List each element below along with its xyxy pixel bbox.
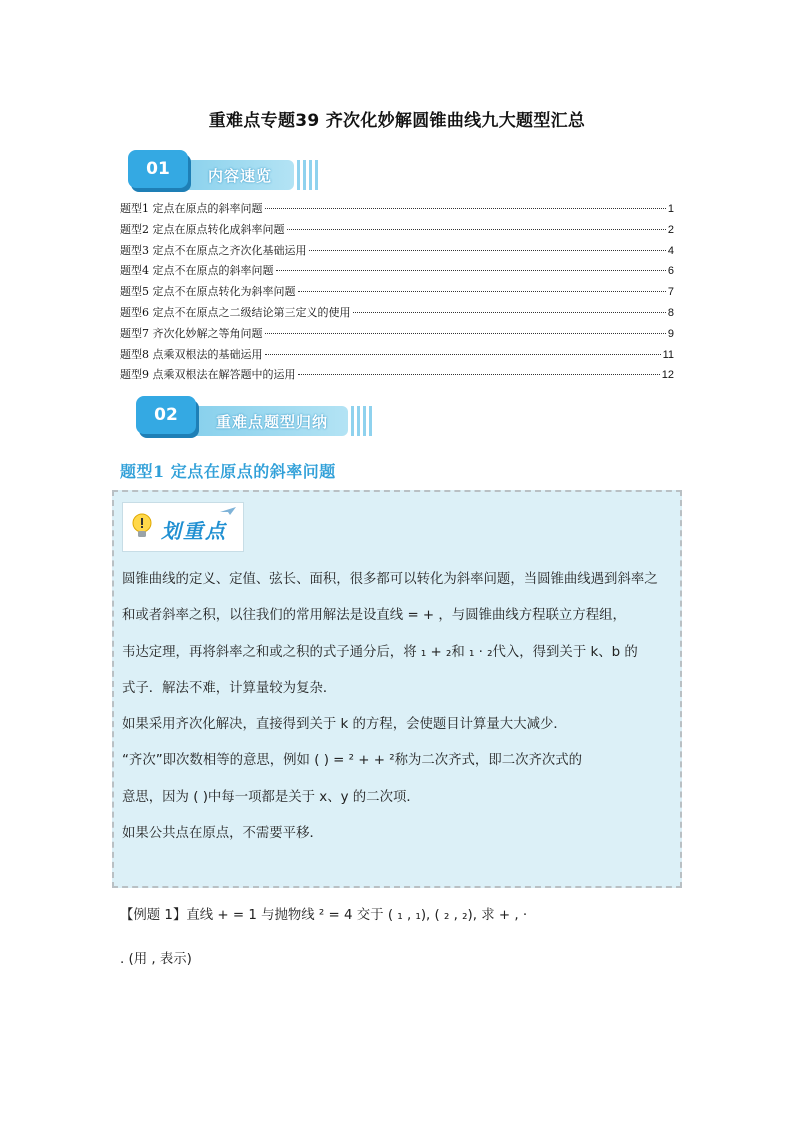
key-points-line: 圆锥曲线的定义、定值、弦长、面积，很多都可以转化为斜率问题，当圆锥曲线遇到斜率之 bbox=[122, 572, 658, 587]
toc-item[interactable]: 题型5 定点不在原点转化为斜率问题 7 bbox=[120, 285, 674, 299]
summary-banner bbox=[136, 396, 372, 440]
toc-page-number: 2 bbox=[667, 223, 674, 236]
toc-page-number: 7 bbox=[667, 286, 674, 299]
toc-item[interactable]: 题型2 定点在原点转化成斜率问题 2 bbox=[120, 222, 674, 236]
toc-leader-dots bbox=[265, 333, 666, 334]
toc-item[interactable]: 题型3 定点不在原点之齐次化基础运用 4 bbox=[120, 243, 674, 257]
toc-page-number: 9 bbox=[667, 327, 674, 340]
toc-leader-dots bbox=[298, 374, 660, 375]
lightbulb-icon bbox=[131, 513, 153, 539]
document-title: 重难点专题39 齐次化妙解圆锥曲线九大题型汇总 bbox=[208, 111, 586, 131]
toc-leader-dots bbox=[298, 291, 666, 292]
toc-page-number: 6 bbox=[667, 265, 674, 278]
toc-leader-dots bbox=[287, 229, 666, 230]
toc-leader-dots bbox=[309, 250, 666, 251]
summary-banner-number: 02 bbox=[136, 396, 196, 434]
key-points-box bbox=[112, 490, 682, 888]
toc-item[interactable]: 题型9 点乘双根法在解答题中的运用 12 bbox=[120, 368, 674, 382]
key-points-line: “齐次”即次数相等的意思，例如 ( ) = ² + + ²称为二次齐式，即二次齐次式的 bbox=[122, 753, 583, 769]
table-of-contents bbox=[120, 200, 674, 387]
toc-page-number: 8 bbox=[667, 306, 674, 319]
toc-item[interactable]: 题型1 定点在原点的斜率问题 1 bbox=[120, 202, 674, 215]
key-points-line: 式子．解法不难，计算量较为复杂． bbox=[122, 680, 337, 696]
airplane-icon bbox=[219, 505, 237, 517]
example-line: 【例题 1】直线 + = 1 与抛物线 ² = 4 交于 ( ₁ , ₁), ( ₂ , ₂), 求 + , · bbox=[120, 908, 528, 923]
banner-stripes bbox=[348, 406, 372, 436]
key-points-line: 和或者斜率之积，以往我们的常用解法是设直线 = + ，与圆锥曲线方程联立方程组， bbox=[122, 608, 626, 624]
key-points-line: 韦达定理，再将斜率之和或之积的式子通分后，将 ₁ + ₂和 ₁ · ₂代入，得到关于 k、b 的 bbox=[122, 644, 638, 660]
example-line: . (用 , 表示) bbox=[120, 952, 192, 967]
contents-banner bbox=[128, 150, 314, 194]
contents-banner-label: 内容速览 bbox=[208, 167, 273, 185]
toc-page-number: 11 bbox=[662, 348, 674, 361]
toc-leader-dots bbox=[276, 270, 666, 271]
toc-item[interactable]: 题型8 点乘双根法的基础运用 11 bbox=[120, 347, 674, 361]
key-points-text bbox=[122, 562, 674, 852]
toc-leader-dots bbox=[265, 354, 661, 355]
toc-leader-dots bbox=[265, 208, 666, 209]
toc-page-number: 12 bbox=[661, 369, 674, 382]
toc-leader-dots bbox=[353, 312, 666, 313]
toc-page-number: 4 bbox=[667, 244, 674, 257]
key-points-line: 意思，因为 ( )中每一项都是关于 x、y 的二次项． bbox=[122, 789, 420, 805]
contents-banner-number: 01 bbox=[128, 150, 188, 188]
toc-item[interactable]: 题型7 齐次化妙解之等角问题 9 bbox=[120, 326, 674, 340]
section-heading: 题型1 定点在原点的斜率问题 bbox=[120, 462, 336, 481]
key-points-badge bbox=[122, 502, 244, 552]
summary-banner-label: 重难点题型归纳 bbox=[216, 413, 329, 431]
key-points-line: 如果采用齐次化解决，直接得到关于 k 的方程，会使题目计算量大大减少． bbox=[122, 717, 567, 733]
banner-stripes bbox=[294, 160, 318, 190]
toc-item[interactable]: 题型6 定点不在原点之二级结论第三定义的使用 8 bbox=[120, 305, 674, 319]
toc-item[interactable]: 题型4 定点不在原点的斜率问题 6 bbox=[120, 264, 674, 278]
key-points-line: 如果公共点在原点，不需要平移． bbox=[122, 826, 323, 842]
example-1 bbox=[120, 904, 680, 992]
toc-page-number: 1 bbox=[667, 203, 674, 215]
key-points-badge-label: 划重点 bbox=[161, 519, 227, 543]
